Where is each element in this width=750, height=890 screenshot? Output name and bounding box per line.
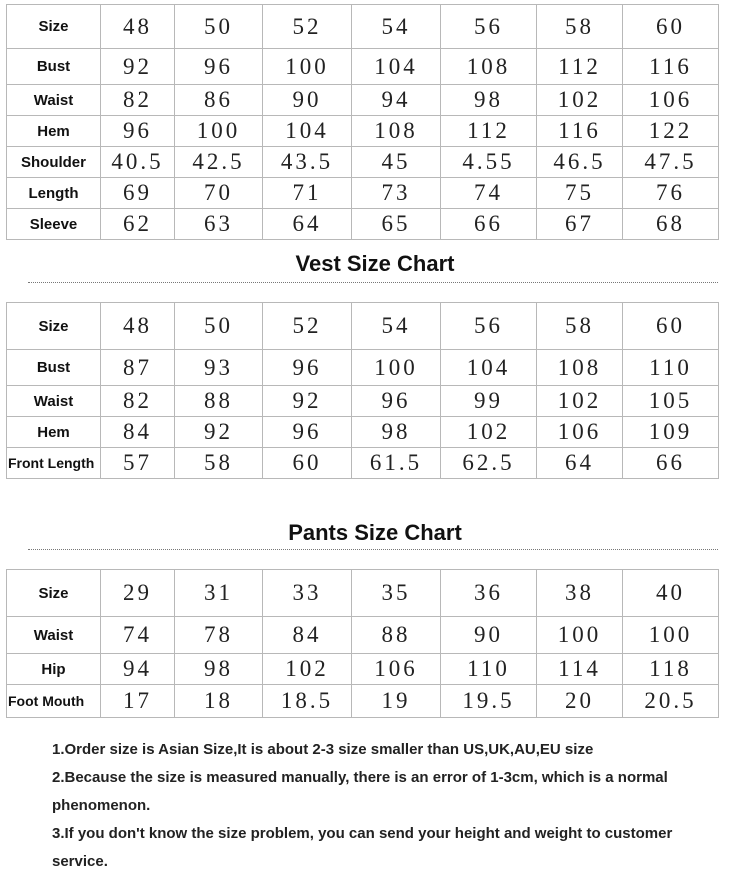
- table-cell: 74: [441, 178, 537, 209]
- table-row: [7, 350, 719, 386]
- table-cell: 108: [441, 49, 537, 85]
- vest-divider: [28, 282, 718, 283]
- table-cell: 108: [537, 350, 623, 386]
- row-label: Waist: [7, 617, 101, 654]
- table-cell: 35: [352, 570, 441, 617]
- table-cell: 33: [263, 570, 352, 617]
- table-cell: 87: [101, 350, 175, 386]
- table-row: [7, 178, 719, 209]
- table-cell: 75: [537, 178, 623, 209]
- table-cell: 110: [623, 350, 719, 386]
- table-cell: 60: [623, 5, 719, 49]
- table-cell: 102: [263, 654, 352, 685]
- table-cell: 98: [441, 85, 537, 116]
- table-cell: 104: [263, 116, 352, 147]
- row-label: Size: [7, 303, 101, 350]
- table-cell: 56: [441, 303, 537, 350]
- note-1: 1.Order size is Asian Size,It is about 2-3 size smaller than US,UK,AU,EU size: [52, 741, 594, 758]
- table-cell: 48: [101, 5, 175, 49]
- row-label: Front Length: [7, 448, 101, 479]
- row-label: Hem: [7, 116, 101, 147]
- table-cell: 92: [263, 386, 352, 417]
- table-cell: 46.5: [537, 147, 623, 178]
- table-cell: 96: [263, 350, 352, 386]
- table-cell: 64: [537, 448, 623, 479]
- table-cell: 82: [101, 386, 175, 417]
- table-cell: 112: [441, 116, 537, 147]
- table-cell: 98: [175, 654, 263, 685]
- table-cell: 102: [441, 417, 537, 448]
- table-cell: 68: [623, 209, 719, 240]
- table-cell: 58: [175, 448, 263, 479]
- table-cell: 64: [263, 209, 352, 240]
- table-cell: 65: [352, 209, 441, 240]
- table-cell: 4.55: [441, 147, 537, 178]
- table-cell: 116: [537, 116, 623, 147]
- row-label: Sleeve: [7, 209, 101, 240]
- table-cell: 106: [352, 654, 441, 685]
- table-cell: 118: [623, 654, 719, 685]
- pants-divider: [28, 549, 718, 550]
- table-cell: 96: [101, 116, 175, 147]
- table-cell: 78: [175, 617, 263, 654]
- table-cell: 42.5: [175, 147, 263, 178]
- note-3: 3.If you don't know the size problem, you can send your height and weight to customer service.: [52, 825, 673, 870]
- table-cell: 40: [623, 570, 719, 617]
- table-row: [7, 654, 719, 685]
- table-cell: 40.5: [101, 147, 175, 178]
- row-label: Bust: [7, 350, 101, 386]
- table-row: [7, 303, 719, 350]
- table-cell: 18: [175, 685, 263, 718]
- table-cell: 114: [537, 654, 623, 685]
- table-cell: 122: [623, 116, 719, 147]
- pants-size-table: [6, 569, 719, 718]
- table-cell: 43.5: [263, 147, 352, 178]
- table-cell: 62.5: [441, 448, 537, 479]
- row-label: Foot Mouth: [7, 685, 101, 718]
- table-cell: 94: [352, 85, 441, 116]
- table-row: [7, 209, 719, 240]
- row-label: Size: [7, 5, 101, 49]
- table-cell: 90: [441, 617, 537, 654]
- table-cell: 54: [352, 5, 441, 49]
- table-cell: 116: [623, 49, 719, 85]
- table-row: [7, 570, 719, 617]
- table-cell: 92: [101, 49, 175, 85]
- table-cell: 84: [263, 617, 352, 654]
- table-cell: 58: [537, 303, 623, 350]
- table-row: [7, 617, 719, 654]
- table-cell: 104: [352, 49, 441, 85]
- table-row: [7, 116, 719, 147]
- row-label: Waist: [7, 85, 101, 116]
- size-notes: [52, 736, 732, 876]
- table-cell: 36: [441, 570, 537, 617]
- table-cell: 47.5: [623, 147, 719, 178]
- table-cell: 62: [101, 209, 175, 240]
- table-cell: 19.5: [441, 685, 537, 718]
- table-cell: 98: [352, 417, 441, 448]
- vest-size-table: [6, 302, 719, 479]
- table-cell: 67: [537, 209, 623, 240]
- row-label: Waist: [7, 386, 101, 417]
- table-cell: 20: [537, 685, 623, 718]
- table-cell: 90: [263, 85, 352, 116]
- table-cell: 86: [175, 85, 263, 116]
- row-label: Hip: [7, 654, 101, 685]
- table-cell: 70: [175, 178, 263, 209]
- row-label: Size: [7, 570, 101, 617]
- table-cell: 74: [101, 617, 175, 654]
- table-row: [7, 685, 719, 718]
- table-cell: 52: [263, 5, 352, 49]
- table-cell: 94: [101, 654, 175, 685]
- table-row: [7, 147, 719, 178]
- suit-size-table: [6, 4, 719, 240]
- table-cell: 66: [441, 209, 537, 240]
- table-cell: 57: [101, 448, 175, 479]
- table-cell: 104: [441, 350, 537, 386]
- row-label: Length: [7, 178, 101, 209]
- table-row: [7, 448, 719, 479]
- table-row: [7, 417, 719, 448]
- table-row: [7, 85, 719, 116]
- table-cell: 96: [263, 417, 352, 448]
- table-cell: 106: [623, 85, 719, 116]
- table-cell: 60: [623, 303, 719, 350]
- table-cell: 100: [537, 617, 623, 654]
- table-cell: 100: [352, 350, 441, 386]
- table-cell: 112: [537, 49, 623, 85]
- table-cell: 31: [175, 570, 263, 617]
- table-cell: 102: [537, 85, 623, 116]
- table-cell: 61.5: [352, 448, 441, 479]
- table-cell: 38: [537, 570, 623, 617]
- table-cell: 99: [441, 386, 537, 417]
- table-cell: 105: [623, 386, 719, 417]
- table-cell: 58: [537, 5, 623, 49]
- table-cell: 50: [175, 5, 263, 49]
- row-label: Bust: [7, 49, 101, 85]
- table-cell: 52: [263, 303, 352, 350]
- note-2: 2.Because the size is measured manually, there is an error of 1-3cm, which is a normal phenomenon.: [52, 769, 668, 814]
- table-cell: 100: [263, 49, 352, 85]
- table-cell: 88: [352, 617, 441, 654]
- table-cell: 18.5: [263, 685, 352, 718]
- table-cell: 102: [537, 386, 623, 417]
- table-cell: 82: [101, 85, 175, 116]
- table-cell: 100: [623, 617, 719, 654]
- table-cell: 56: [441, 5, 537, 49]
- table-row: [7, 49, 719, 85]
- table-row: [7, 386, 719, 417]
- table-cell: 66: [623, 448, 719, 479]
- table-cell: 63: [175, 209, 263, 240]
- table-cell: 69: [101, 178, 175, 209]
- pants-chart-title: Pants Size Chart: [288, 520, 462, 545]
- table-cell: 108: [352, 116, 441, 147]
- table-cell: 109: [623, 417, 719, 448]
- table-cell: 96: [175, 49, 263, 85]
- vest-chart-title: Vest Size Chart: [295, 251, 455, 276]
- table-cell: 60: [263, 448, 352, 479]
- table-cell: 76: [623, 178, 719, 209]
- table-cell: 88: [175, 386, 263, 417]
- table-cell: 20.5: [623, 685, 719, 718]
- table-cell: 106: [537, 417, 623, 448]
- table-row: [7, 5, 719, 49]
- table-cell: 48: [101, 303, 175, 350]
- table-cell: 71: [263, 178, 352, 209]
- table-cell: 84: [101, 417, 175, 448]
- table-cell: 45: [352, 147, 441, 178]
- table-cell: 17: [101, 685, 175, 718]
- table-cell: 73: [352, 178, 441, 209]
- table-cell: 110: [441, 654, 537, 685]
- table-cell: 50: [175, 303, 263, 350]
- table-cell: 96: [352, 386, 441, 417]
- table-cell: 93: [175, 350, 263, 386]
- row-label: Hem: [7, 417, 101, 448]
- table-cell: 19: [352, 685, 441, 718]
- table-cell: 92: [175, 417, 263, 448]
- table-cell: 29: [101, 570, 175, 617]
- table-cell: 54: [352, 303, 441, 350]
- table-cell: 100: [175, 116, 263, 147]
- row-label: Shoulder: [7, 147, 101, 178]
